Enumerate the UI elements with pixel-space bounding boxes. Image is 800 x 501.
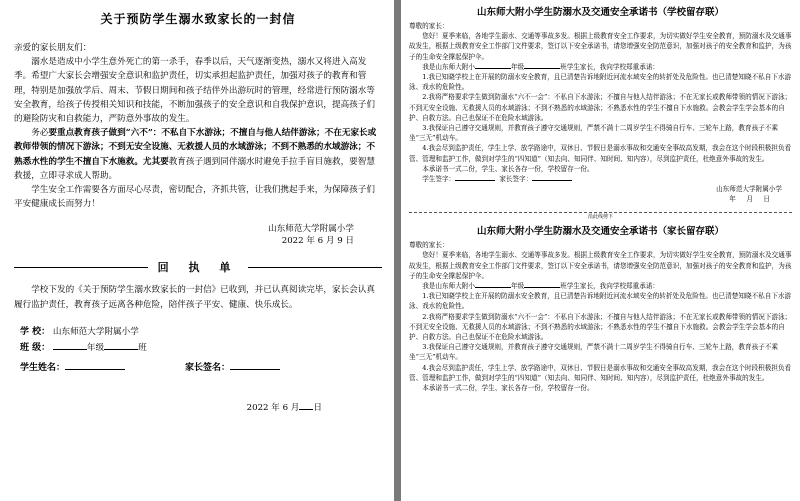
receipt-sign-row <box>20 360 382 376</box>
letter-paragraph-2 <box>14 126 382 183</box>
student-name-blank[interactable] <box>65 369 125 370</box>
student-name-label: 学生姓名： <box>20 362 66 373</box>
pledge2-line-a: 我是山东师大附小 <box>422 282 475 291</box>
pledge2-grade-blank[interactable] <box>475 287 511 288</box>
pledge2-line-b: 年级 <box>510 282 525 291</box>
pledge2-item: 3.我保证自己遵守交通规则，并教育孩子遵守交通规则，严禁不满十二周岁学生不得骑自行车、三轮车上路，教育孩子不乘坐“三无”机动车。 <box>409 343 778 362</box>
pledge1-date <box>409 194 792 204</box>
p2-emphasis: 要重点教育孩子做到“六不”：不私自下水游泳；不擅自与他人结伴游泳；不在无家长或教师带领的情况下游泳；不到无安全设施、无救援人员的水域游泳；不到不熟悉的水域游泳；不熟悉水性的学生不擅自下水施救。尤其要 <box>14 128 377 167</box>
pledge1-student-blank[interactable] <box>455 180 495 181</box>
letter-paragraph-3: 学生安全工作需要各方面尽心尽责，密切配合，齐抓共管，让我们携起手来，为保障孩子们平安健康成长而努力！ <box>14 185 375 210</box>
letter-page <box>0 0 394 501</box>
pledge-page <box>401 0 800 501</box>
grade-unit: 年级 <box>86 342 105 353</box>
pledge2-intro: 您好！夏季来临，各地学生溺水、交通等事故多发。根据上级教育安全工作要求，为切实做好学生安全教育，预防溺水及交通事故发生，根据上级教育安全工作部门文件要求，签订以下安全承诺书，请您增强安全防范意识，加强对孩子的安全教育和监护，为孩子的生命安全撑起保护伞。 <box>409 251 792 280</box>
pledge1-grade-blank[interactable] <box>475 68 511 69</box>
grade-blank[interactable] <box>53 349 87 350</box>
pledge1-line-a: 我是山东师大附小 <box>422 62 475 71</box>
day-unit: 日 <box>313 402 322 413</box>
day-blank[interactable] <box>299 409 313 410</box>
school-value: 山东师范大学附属小学 <box>52 326 139 337</box>
pledge1-item: 3.我保证自己遵守交通规则，并教育孩子遵守交通规则，严禁不满十二周岁学生不得骑自行车、三轮车上路，教育孩子不乘坐“三无”机动车。 <box>409 124 778 143</box>
receipt-date-text: 2022 年 6 月 <box>246 402 300 413</box>
heading-rule-left <box>14 267 148 268</box>
pledge1-identity <box>409 62 792 72</box>
pledge2-title: 山东师大附小学生防溺水及交通安全承诺书（家长留存联） <box>476 226 724 238</box>
receipt-date <box>14 402 382 414</box>
pledge1-greeting: 尊敬的家长： <box>409 22 449 30</box>
pledge1-year: 年 <box>729 195 736 204</box>
receipt-fields <box>14 324 382 376</box>
pledge1-item: 4.我会尽到监护责任，学生上学、放学路途中，双休日、节假日是溺水事故和交通安全事故高发期，我会在这个时段积极担负看管、管理和监护工作，做到对学生的“四知道”（知去向、知同伴、知时间、知内容），尽到监护责任，杜绝意外事故的发生。 <box>409 144 792 163</box>
school-label: 学 校： <box>20 326 51 337</box>
pledge2-item: 2.我将严格要求学生做到防溺水“六不一会”：不私自下水游泳；不擅自与他人结伴游泳；不在无家长或教师带领的情况下游泳；不到无安全设施、无救援人员的水域游泳；不到不熟悉的水域游泳；不熟悉水性的学生不擅自下水施救。会教会学生学会基本的自护、自救方法。自己也保证不在危险水域游泳。 <box>409 312 792 342</box>
receipt-heading-text: 回 执 单 <box>157 261 239 275</box>
cut-line: 沿此线剪下 <box>409 212 792 221</box>
pledge1-class-blank[interactable] <box>524 68 560 69</box>
pledge1-item: 2.我将严格要求学生做到防溺水“六不一会”：不私自下水游泳；不擅自与他人结伴游泳；不在无家长或教师带领的情况下游泳；不到无安全设施、无救援人员的水域游泳；不到不熟悉的水域游泳；不熟悉水性的学生不擅自下水施救。会教会学生学会基本的自护、自救方法。自己也保证不在危险水域游泳。 <box>409 93 792 122</box>
pledge2-identity <box>409 281 792 291</box>
pledge2-line-c: 班学生家长，我向学校郑重承诺： <box>560 282 660 291</box>
pledge2-class-blank[interactable] <box>524 287 560 288</box>
parent-sign-blank[interactable] <box>230 369 280 370</box>
pledge1-parent-blank[interactable] <box>532 180 572 181</box>
class-label: 班 级： <box>20 342 51 353</box>
receipt-class-row <box>20 340 382 356</box>
pledge2-greeting: 尊敬的家长： <box>409 241 449 250</box>
pledge1-day: 日 <box>763 195 770 204</box>
pledge2-item: 1.我已知晓学校上在开展的防溺水安全教育，且已清楚告诉地附近河流水域安全的转折处及危险性。也已清楚知晓不私自下水游泳、戏水的危险性。 <box>409 292 792 311</box>
pledge1-parent-sign: 家长签字： <box>499 175 533 184</box>
pledge1-sign-row <box>409 174 792 184</box>
pledge1-org: 山东师范大学附属小学 <box>716 185 782 194</box>
pledge2-closing: 本承诺书一式二份，学生、家长各存一份，学校留存一份。 <box>422 384 594 393</box>
pledge1-intro: 您好！夏季来临，各地学生溺水、交通等事故多发。根据上级教育安全工作要求，为切实做好学生安全教育，预防溺水及交通事故发生，根据上级教育安全工作部门文件要求，签订以下安全承诺书，请您增强安全防范意识，加强对孩子的安全教育和监护，为孩子的生命安全撑起保护伞。 <box>409 32 792 61</box>
p2-lead: 务必 <box>31 128 49 139</box>
letter-title: 关于预防学生溺水致家长的一封信 <box>100 12 296 26</box>
parent-sign-label: 家长签名： <box>185 362 231 373</box>
receipt-school-row <box>20 324 382 340</box>
pledge1-student-sign: 学生签字： <box>422 175 456 184</box>
pledge1-item: 1.我已知晓学校上在开展的防溺水安全教育，且已清楚告诉地附近河流水域安全的转折处及危险性。也已清楚知晓不私自下水游泳、戏水的危险性。 <box>409 73 792 92</box>
pledge1-line-b: 年级 <box>510 62 525 71</box>
letter-sign-date: 2022 年 6 月 9 日 <box>281 236 354 247</box>
receipt-body: 学校下发的《关于预防学生溺水致家长的一封信》已收到，并已认真阅读完毕，家长会认真履行监护责任，教育孩子远离各种危险，陪伴孩子平安、健康、快乐成长。 <box>14 285 375 310</box>
pledge1-line-c: 班学生家长，我向学校郑重承诺： <box>560 62 660 71</box>
heading-rule-right <box>248 267 382 268</box>
letter-greeting: 亲爱的家长朋友们： <box>14 43 92 53</box>
class-blank[interactable] <box>104 349 138 350</box>
p2-tail: 教育孩子遇到同伴溺水时避免手拉手盲目施救，要智慧救援，立即寻求成人帮助。 <box>14 156 375 181</box>
letter-sign-school: 山东师范大学附属小学 <box>268 224 354 235</box>
class-unit: 班 <box>138 342 147 353</box>
pledge1-month: 月 <box>746 195 753 204</box>
letter-paragraph-1: 溺水是造成中小学生意外死亡的第一杀手，春季以后，天气逐渐变热，溺水又将进入高发季。希望广大家长会增强安全意识和监护责任，切实承担起监护责任，加强对孩子的教育和管理，特别是加强放学后、周末、节假日期间和孩子结伴外出游玩时的管理，经常进行预防溺水等安全教育，给孩子传授相关知识和技能，不断加强孩子的安全意识和自我保护意识，提高孩子们的避险防灾和自救能力，严防意外事故的发生。 <box>14 57 375 125</box>
pledge1-title: 山东师大附小学生防溺水及交通安全承诺书（学校留存联） <box>476 7 724 18</box>
pledge2-item: 4.我会尽到监护责任，学生上学、放学路途中，双休日、节假日是溺水事故和交通安全事故高发期，我会在这个时段积极担负看管、管理和监护工作，做到对学生的“四知道”（知去向、知同伴、知时间、知内容），尽到监护责任，杜绝意外事故的发生。 <box>409 363 792 382</box>
receipt-heading <box>14 259 382 275</box>
pledge1-closing: 本承诺书一式二份，学生、家长各存一份，学校留存一份。 <box>422 164 594 173</box>
